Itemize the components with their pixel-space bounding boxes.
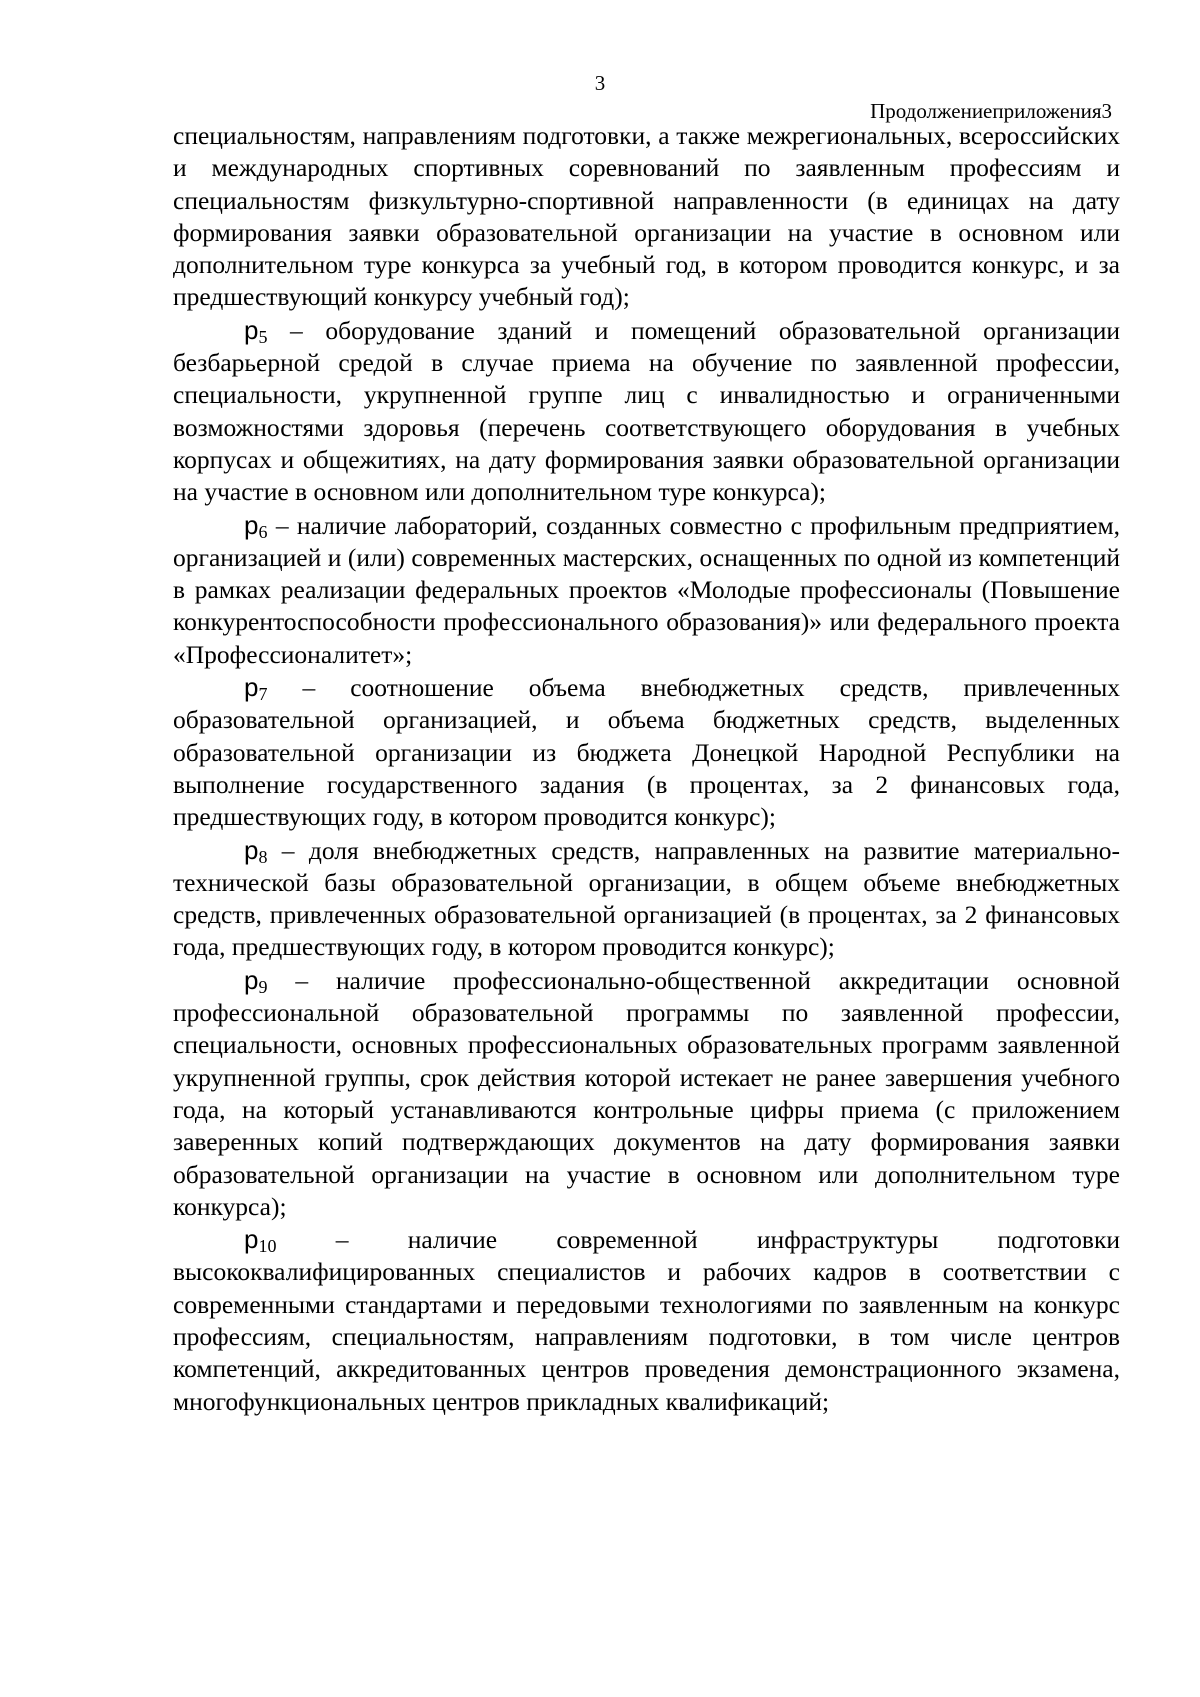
paragraph-p9 (173, 964, 1120, 1223)
variable-subscript: 6 (258, 521, 268, 542)
paragraph-p7 (173, 671, 1120, 833)
paragraph-text: – наличие профессионально-общественной аккредитации основной профессиональной образовательной программы по заявленной профессии, специальности, основных профессиональных образовательных программ заявленной укрупненной группы, срок действия которой истекает не ранее завершения учебного года, на который устанавливаются контрольные цифры приема (с приложением заверенных копий подтверждающих документов на дату формирования заявки образовательной организации на участие в основном или дополнительном туре конкурса); (173, 965, 1120, 1221)
variable-symbol: $p_7$ (244, 672, 268, 705)
paragraph-continued (173, 120, 1120, 314)
variable-symbol: $p_8$ (244, 834, 268, 867)
paragraph-p6 (173, 509, 1120, 671)
variable-subscript: 9 (258, 976, 268, 997)
appendix-continuation-label: Продолжениеприложения3 (870, 99, 1112, 123)
paragraph-p8 (173, 834, 1120, 964)
variable-symbol: $p_9$ (244, 964, 268, 997)
paragraph-text: – наличие лабораторий, созданных совместно с профильным предприятием, организацией и (или) современных мастерских, оснащенных по одной из компетенций в рамках реализации федеральных проектов «Молодые профессионалы (Повышение конкурентоспособности профессионального образования)» или федерального проекта «Профессионалитет»; (173, 510, 1120, 669)
paragraph-text: – наличие современной инфраструктуры подготовки высококвалифицированных специалистов и рабочих кадров в соответствии с современными стандартами и передовыми технологиями по заявленным на конкурс профессиям, специальностям, направлениям подготовки, в том числе центров компетенций, аккредитованных центров проведения демонстрационного экзамена, многофункциональных центров прикладных квалификаций; (173, 1225, 1120, 1416)
variable-subscript: 10 (258, 1236, 277, 1257)
paragraph-p5 (173, 314, 1120, 509)
paragraph-text: специальностям, направлениям подготовки, а также межрегиональных, всероссийских и международных спортивных соревнований по заявленным профессиям и специальностям физкультурно-спортивной направленности (в единицах на дату формирования заявки образовательной организации на участие в основном или дополнительном туре конкурса за учебный год, в котором проводится конкурс, и за предшествующий конкурсу учебный год); (173, 121, 1120, 312)
variable-subscript: 5 (258, 326, 268, 347)
paragraph-text: – соотношение объема внебюджетных средств, привлеченных образовательной организацией, и объема бюджетных средств, выделенных образовательной организации из бюджета Донецкой Народной Республики на выполнение государственного задания (в процентах, за 2 финансовых года, предшествующих году, в котором проводится конкурс); (173, 673, 1120, 832)
variable-subscript: 7 (258, 684, 268, 705)
variable-subscript: 8 (258, 846, 268, 867)
variable-symbol: $p_{10}$ (244, 1224, 277, 1257)
variable-symbol: $p_6$ (244, 509, 268, 542)
paragraph-text: – доля внебюджетных средств, направленных на развитие материально-технической базы образовательной организации, в общем объеме внебюджетных средств, привлеченных образовательной организацией (в процентах, за 2 финансовых года, предшествующих году, в котором проводится конкурс); (173, 835, 1120, 962)
document-body (173, 120, 1120, 1418)
paragraph-p10 (173, 1223, 1120, 1418)
variable-symbol: $p_5$ (244, 314, 268, 347)
page-number: 3 (594, 71, 606, 95)
paragraph-text: – оборудование зданий и помещений образовательной организации безбарьерной средой в случае приема на обучение по заявленной профессии, специальности, укрупненной группе лиц с инвалидностью и ограниченными возможностями здоровья (перечень соответствующего оборудования в учебных корпусах и общежитиях, на дату формирования заявки образовательной организации на участие в основном или дополнительном туре конкурса); (173, 315, 1120, 507)
